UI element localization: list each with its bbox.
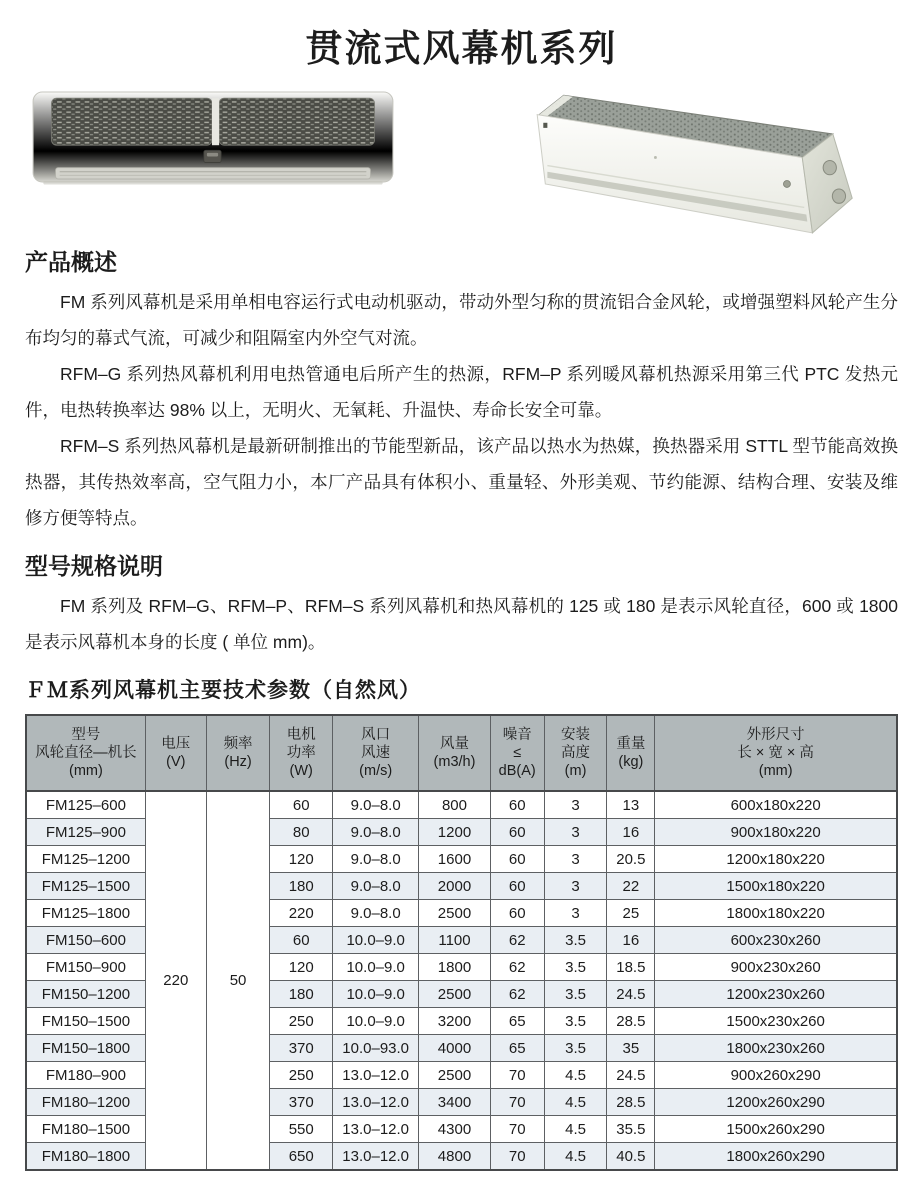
- data-cell: 4000: [419, 1035, 490, 1062]
- data-cell: 65: [490, 1008, 544, 1035]
- data-cell: 16: [607, 927, 655, 954]
- data-cell: 4800: [419, 1143, 490, 1171]
- voltage-cell: 220: [145, 791, 206, 1170]
- data-cell: 28.5: [607, 1089, 655, 1116]
- data-cell: 3400: [419, 1089, 490, 1116]
- data-cell: 10.0–9.0: [333, 981, 419, 1008]
- data-cell: 1800: [419, 954, 490, 981]
- power-button: [204, 151, 221, 163]
- data-cell: 60: [270, 927, 333, 954]
- data-cell: 550: [270, 1116, 333, 1143]
- header-cell: 频率 (Hz): [206, 715, 270, 791]
- data-cell: 9.0–8.0: [333, 846, 419, 873]
- data-cell: 60: [490, 873, 544, 900]
- model-cell: FM180–1500: [26, 1116, 145, 1143]
- data-cell: 250: [270, 1008, 333, 1035]
- data-cell: 3200: [419, 1008, 490, 1035]
- data-cell: 1500x180x220: [655, 873, 897, 900]
- data-cell: 10.0–9.0: [333, 927, 419, 954]
- data-cell: 60: [490, 791, 544, 819]
- data-cell: 13: [607, 791, 655, 819]
- data-cell: 62: [490, 927, 544, 954]
- model-cell: FM150–600: [26, 927, 145, 954]
- data-cell: 1100: [419, 927, 490, 954]
- data-cell: 60: [490, 846, 544, 873]
- header-cell: 安装 高度 (m): [544, 715, 607, 791]
- data-cell: 80: [270, 819, 333, 846]
- data-cell: 1800x260x290: [655, 1143, 897, 1171]
- data-cell: 1800x180x220: [655, 900, 897, 927]
- data-cell: 3.5: [544, 1035, 607, 1062]
- data-cell: 220: [270, 900, 333, 927]
- data-cell: 2500: [419, 1062, 490, 1089]
- data-cell: 900x260x290: [655, 1062, 897, 1089]
- model-cell: FM125–1800: [26, 900, 145, 927]
- header-cell: 噪音 ≤ dB(A): [490, 715, 544, 791]
- data-cell: 13.0–12.0: [333, 1143, 419, 1171]
- data-cell: 40.5: [607, 1143, 655, 1171]
- data-cell: 650: [270, 1143, 333, 1171]
- data-cell: 62: [490, 954, 544, 981]
- data-cell: 800: [419, 791, 490, 819]
- data-cell: 3.5: [544, 927, 607, 954]
- data-cell: 70: [490, 1116, 544, 1143]
- model-cell: FM150–900: [26, 954, 145, 981]
- data-cell: 3: [544, 873, 607, 900]
- product-images: [29, 82, 894, 232]
- overview-paragraph: RFM–G 系列热风幕机利用电热管通电后所产生的热源，RFM–P 系列暖风幕机热源采用第三代 PTC 发热元件，电热转换率达 98% 以上，无明火、无氧耗、升温快、寿命长安全可靠。: [25, 364, 898, 421]
- data-cell: 1600: [419, 846, 490, 873]
- data-cell: 600x230x260: [655, 927, 897, 954]
- data-cell: 60: [490, 819, 544, 846]
- spec-note-paragraph: FM 系列及 RFM–G、RFM–P、RFM–S 系列风幕机和热风幕机的 125 或 180 是表示风轮直径，600 或 1800 是表示风幕机本身的长度 ( 单位 mm)。: [25, 596, 898, 653]
- overview-paragraph: FM 系列风幕机是采用单相电容运行式电动机驱动，带动外型匀称的贯流铝合金风轮，或增强塑料风轮产生分布均匀的幕式气流，可减少和阻隔室内外空气对流。: [25, 292, 898, 349]
- data-cell: 28.5: [607, 1008, 655, 1035]
- data-cell: 16: [607, 819, 655, 846]
- data-cell: 3.5: [544, 981, 607, 1008]
- cable-hole: [832, 189, 845, 203]
- data-cell: 10.0–9.0: [333, 954, 419, 981]
- data-cell: 2500: [419, 981, 490, 1008]
- air-outlet-slot: [56, 168, 371, 179]
- table-body: [26, 791, 897, 1170]
- data-cell: 35: [607, 1035, 655, 1062]
- data-cell: 70: [490, 1062, 544, 1089]
- data-cell: 13.0–12.0: [333, 1116, 419, 1143]
- data-cell: 4.5: [544, 1116, 607, 1143]
- table-header-row: [26, 715, 897, 791]
- data-cell: 3: [544, 791, 607, 819]
- screw: [783, 181, 790, 188]
- data-cell: 4.5: [544, 1062, 607, 1089]
- header-cell: 重量 (kg): [607, 715, 655, 791]
- model-cell: FM150–1500: [26, 1008, 145, 1035]
- data-cell: 1500x230x260: [655, 1008, 897, 1035]
- data-cell: 24.5: [607, 1062, 655, 1089]
- data-cell: 35.5: [607, 1116, 655, 1143]
- data-cell: 4.5: [544, 1089, 607, 1116]
- data-cell: 180: [270, 981, 333, 1008]
- data-cell: 4.5: [544, 1143, 607, 1171]
- overview-heading: 产品概述: [25, 249, 117, 276]
- data-cell: 3.5: [544, 1008, 607, 1035]
- data-cell: 9.0–8.0: [333, 791, 419, 819]
- data-cell: 65: [490, 1035, 544, 1062]
- table-heading: ＦＭ系列风幕机主要技术参数（自然风）: [25, 679, 421, 703]
- data-cell: 900x230x260: [655, 954, 897, 981]
- model-cell: FM125–900: [26, 819, 145, 846]
- data-cell: 13.0–12.0: [333, 1062, 419, 1089]
- header-cell: 风量 (m3/h): [419, 715, 490, 791]
- data-cell: 3: [544, 900, 607, 927]
- page-title: 贯流式风幕机系列: [305, 28, 618, 69]
- data-cell: 4300: [419, 1116, 490, 1143]
- header-cell: 外形尺寸 长 × 宽 × 高 (mm): [655, 715, 897, 791]
- model-cell: FM150–1800: [26, 1035, 145, 1062]
- header-cell: 电机 功率 (W): [270, 715, 333, 791]
- data-cell: 62: [490, 981, 544, 1008]
- data-cell: 2500: [419, 900, 490, 927]
- data-cell: 60: [270, 791, 333, 819]
- data-cell: 3: [544, 846, 607, 873]
- data-cell: 9.0–8.0: [333, 900, 419, 927]
- data-cell: 13.0–12.0: [333, 1089, 419, 1116]
- header-cell: 风口 风速 (m/s): [333, 715, 419, 791]
- cable-hole: [823, 161, 836, 175]
- model-cell: FM125–600: [26, 791, 145, 819]
- data-cell: 2000: [419, 873, 490, 900]
- data-cell: 22: [607, 873, 655, 900]
- grille-right: [219, 98, 374, 145]
- specs-table: [25, 714, 898, 1171]
- air-curtain-front-image: [29, 90, 397, 194]
- data-cell: 1200x260x290: [655, 1089, 897, 1116]
- data-cell: 10.0–9.0: [333, 1008, 419, 1035]
- model-cell: FM150–1200: [26, 981, 145, 1008]
- data-cell: 9.0–8.0: [333, 873, 419, 900]
- frequency-cell: 50: [206, 791, 270, 1170]
- overview-paragraph: RFM–S 系列热风幕机是最新研制推出的节能型新品，该产品以热水为热媒，换热器采用 STTL 型节能高效换热器，其传热效率高，空气阻力小，本厂产品具有体积小、重量轻、外形美观、节约能源、结构合理、安装及维修方便等特点。: [25, 436, 898, 529]
- data-cell: 60: [490, 900, 544, 927]
- data-cell: 370: [270, 1035, 333, 1062]
- data-cell: 1200x230x260: [655, 981, 897, 1008]
- data-cell: 20.5: [607, 846, 655, 873]
- data-cell: 1200: [419, 819, 490, 846]
- model-cell: FM180–900: [26, 1062, 145, 1089]
- grille-left: [51, 98, 211, 145]
- data-cell: 370: [270, 1089, 333, 1116]
- data-cell: 3.5: [544, 954, 607, 981]
- header-cell: 电压 (V): [145, 715, 206, 791]
- data-cell: 1500x260x290: [655, 1116, 897, 1143]
- data-cell: 25: [607, 900, 655, 927]
- data-cell: 1200x180x220: [655, 846, 897, 873]
- header-cell: 型号 风轮直径—机长 (mm): [26, 715, 145, 791]
- model-cell: FM180–1800: [26, 1143, 145, 1171]
- table-row: [26, 791, 897, 819]
- data-cell: 180: [270, 873, 333, 900]
- data-cell: 250: [270, 1062, 333, 1089]
- data-cell: 70: [490, 1089, 544, 1116]
- data-cell: 900x180x220: [655, 819, 897, 846]
- data-cell: 10.0–93.0: [333, 1035, 419, 1062]
- data-cell: 9.0–8.0: [333, 819, 419, 846]
- data-cell: 120: [270, 954, 333, 981]
- model-cell: FM125–1200: [26, 846, 145, 873]
- data-cell: 1800x230x260: [655, 1035, 897, 1062]
- data-cell: 70: [490, 1143, 544, 1171]
- model-cell: FM125–1500: [26, 873, 145, 900]
- data-cell: 18.5: [607, 954, 655, 981]
- spec-note-heading: 型号规格说明: [25, 553, 163, 580]
- air-curtain-angle-image: [476, 82, 894, 235]
- data-cell: 3: [544, 819, 607, 846]
- data-cell: 120: [270, 846, 333, 873]
- data-cell: 600x180x220: [655, 791, 897, 819]
- data-cell: 24.5: [607, 981, 655, 1008]
- model-cell: FM180–1200: [26, 1089, 145, 1116]
